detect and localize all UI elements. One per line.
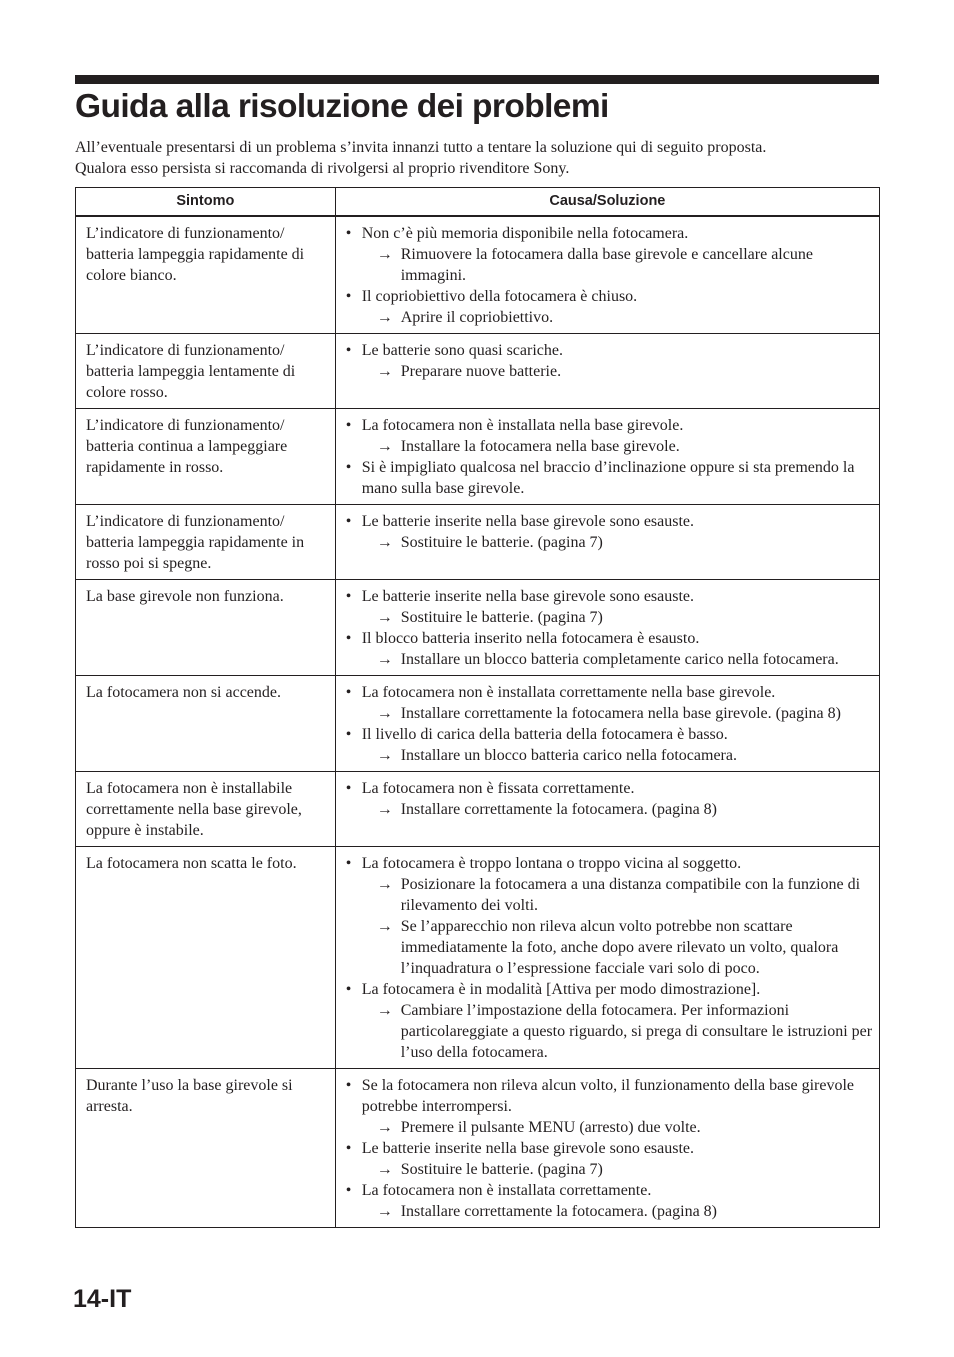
cause-text: Il blocco batteria inserito nella fotocamera è esausto. [361,630,700,647]
cause-text: Le batterie sono quasi scariche. [361,342,563,359]
solution-text: Premere il pulsante MENU (arresto) due volte. [400,1119,701,1136]
cause-item [346,223,873,286]
cause-text: Non c’è più memoria disponibile nella fotocamera. [361,225,689,242]
table-row [76,216,880,334]
cause-list [346,511,873,553]
symptom-cell: La base girevole non funziona. [76,580,336,676]
bullet-icon: • [345,1077,352,1094]
cause-item [346,511,873,553]
cause-text: La fotocamera non è installata correttamente nella base girevole. [361,684,776,701]
cause-list [346,1075,873,1222]
arrow-right-icon: → [376,1161,393,1178]
solution-line [362,1117,873,1138]
solution-text: Installare un blocco batteria carico nella fotocamera. [400,747,737,764]
cause-item [346,724,873,766]
solution-text: Installare la fotocamera nella base girevole. [400,438,680,455]
cause-item [346,457,873,499]
bullet-icon: • [345,588,352,605]
arrow-right-icon: → [376,705,393,722]
cause-text: Le batterie inserite nella base girevole sono esauste. [361,1140,695,1157]
cause-item [346,340,873,382]
page-title: Guida alla risoluzione dei problemi [75,88,609,125]
column-header-cause: Causa/Soluzione [335,188,879,217]
bullet-icon: • [345,342,352,359]
cause-cell [335,676,879,772]
arrow-right-icon: → [376,651,393,668]
cause-item [346,853,873,979]
cause-list [346,415,873,499]
troubleshooting-table [75,187,880,1228]
cause-list [346,586,873,670]
bullet-icon: • [345,684,352,701]
cause-text: La fotocamera non è fissata correttamente. [361,780,635,797]
bullet-icon: • [345,417,352,434]
solution-text: Posizionare la fotocamera a una distanza compatibile con la funzione di rilevamento dei volti. [400,876,861,914]
symptom-cell: La fotocamera non scatta le foto. [76,847,336,1069]
symptom-cell: La fotocamera non è installabile correttamente nella base girevole, oppure è instabile. [76,772,336,847]
bullet-icon: • [345,459,352,476]
table-row [76,409,880,505]
cause-cell [335,334,879,409]
title-rule [75,75,879,84]
cause-cell [335,216,879,334]
solution-line [362,607,873,628]
bullet-icon: • [345,513,352,530]
cause-cell [335,847,879,1069]
solution-line [362,307,873,328]
solution-text: Se l’apparecchio non rileva alcun volto potrebbe non scattare immediatamente la foto, anche dopo avere rilevato un volto, qualora l’inquadratura o l’espressione facciale vari solo di poco. [400,918,839,977]
symptom-cell: La fotocamera non si accende. [76,676,336,772]
bullet-icon: • [345,1140,352,1157]
cause-text: Le batterie inserite nella base girevole sono esauste. [361,588,695,605]
table-row [76,334,880,409]
solution-text: Sostituire le batterie. (pagina 7) [400,534,603,551]
intro-line: Qualora esso persista si raccomanda di rivolgersi al proprio rivenditore Sony. [75,160,570,177]
arrow-right-icon: → [376,246,393,263]
cause-text: Il copriobiettivo della fotocamera è chiuso. [361,288,638,305]
cause-text: Se la fotocamera non rileva alcun volto, il funzionamento della base girevole potrebbe interrompersi. [361,1077,854,1115]
arrow-right-icon: → [376,309,393,326]
solution-text: Aprire il copriobiettivo. [400,309,554,326]
solution-line [362,745,873,766]
arrow-right-icon: → [376,1119,393,1136]
cause-item [346,682,873,724]
cause-list [346,223,873,328]
cause-text: Il livello di carica della batteria della fotocamera è basso. [361,726,728,743]
solution-line [362,532,873,553]
bullet-icon: • [345,288,352,305]
solution-text: Preparare nuove batterie. [400,363,562,380]
arrow-right-icon: → [376,918,393,935]
solution-line [362,436,873,457]
solution-text: Rimuovere la fotocamera dalla base girevole e cancellare alcune immagini. [400,246,813,284]
solution-line [362,1000,873,1063]
cause-item [346,1180,873,1222]
column-header-symptom: Sintomo [76,188,336,217]
solution-text: Installare un blocco batteria completamente carico nella fotocamera. [400,651,839,668]
cause-item [346,979,873,1063]
solution-text: Sostituire le batterie. (pagina 7) [400,609,603,626]
cause-list [346,778,873,820]
intro-line: All’eventuale presentarsi di un problema s’invita innanzi tutto a tentare la soluzione qui di seguito proposta. [75,139,767,156]
table-row [76,676,880,772]
arrow-right-icon: → [376,438,393,455]
cause-list [346,853,873,1063]
cause-text: Si è impigliato qualcosa nel braccio d’inclinazione oppure si sta premendo la mano sulla base girevole. [361,459,855,497]
cause-cell [335,772,879,847]
symptom-cell: L’indicatore di funzionamento/ batteria lampeggia lentamente di colore rosso. [76,334,336,409]
solution-line [362,1201,873,1222]
cause-item [346,1075,873,1138]
arrow-right-icon: → [376,363,393,380]
solution-line [362,361,873,382]
cause-cell [335,505,879,580]
arrow-right-icon: → [376,747,393,764]
bullet-icon: • [345,981,352,998]
table-row [76,505,880,580]
solution-line [362,874,873,916]
symptom-cell: Durante l’uso la base girevole si arresta. [76,1069,336,1228]
cause-text: La fotocamera è in modalità [Attiva per modo dimostrazione]. [361,981,761,998]
cause-cell [335,409,879,505]
cause-item [346,1138,873,1180]
symptom-cell: L’indicatore di funzionamento/ batteria lampeggia rapidamente di colore bianco. [76,216,336,334]
arrow-right-icon: → [376,801,393,818]
arrow-right-icon: → [376,609,393,626]
cause-item [346,586,873,628]
cause-text: La fotocamera è troppo lontana o troppo vicina al soggetto. [361,855,742,872]
cause-item [346,415,873,457]
solution-line [362,649,873,670]
solution-line [362,916,873,979]
cause-text: La fotocamera non è installata nella base girevole. [361,417,684,434]
solution-text: Installare correttamente la fotocamera. (pagina 8) [400,1203,717,1220]
cause-item [346,286,873,328]
cause-text: La fotocamera non è installata correttamente. [361,1182,652,1199]
cause-cell [335,580,879,676]
table-row [76,772,880,847]
bullet-icon: • [345,225,352,242]
arrow-right-icon: → [376,876,393,893]
table-row [76,580,880,676]
intro-text [75,137,881,179]
table-body [76,216,880,1228]
arrow-right-icon: → [376,1002,393,1019]
table-row [76,1069,880,1228]
symptom-cell: L’indicatore di funzionamento/ batteria continua a lampeggiare rapidamente in rosso. [76,409,336,505]
solution-text: Installare correttamente la fotocamera. (pagina 8) [400,801,717,818]
solution-line [362,703,873,724]
solution-text: Installare correttamente la fotocamera nella base girevole. (pagina 8) [400,705,841,722]
page-number: 14-IT [73,1285,132,1313]
bullet-icon: • [345,726,352,743]
solution-line [362,244,873,286]
cause-item [346,778,873,820]
solution-text: Sostituire le batterie. (pagina 7) [400,1161,603,1178]
cause-text: Le batterie inserite nella base girevole sono esauste. [361,513,695,530]
bullet-icon: • [345,855,352,872]
bullet-icon: • [345,780,352,797]
cause-cell [335,1069,879,1228]
arrow-right-icon: → [376,1203,393,1220]
solution-text: Cambiare l’impostazione della fotocamera. Per informazioni particolareggiate a questo riguardo, si prega di consultare le istruzioni per l’uso della fotocamera. [400,1002,873,1061]
table-row [76,847,880,1069]
table-header-row [76,188,880,217]
solution-line [362,799,873,820]
solution-line [362,1159,873,1180]
cause-list [346,340,873,382]
cause-list [346,682,873,766]
cause-item [346,628,873,670]
bullet-icon: • [345,1182,352,1199]
arrow-right-icon: → [376,534,393,551]
symptom-cell: L’indicatore di funzionamento/ batteria lampeggia rapidamente in rosso poi si spegne. [76,505,336,580]
bullet-icon: • [345,630,352,647]
